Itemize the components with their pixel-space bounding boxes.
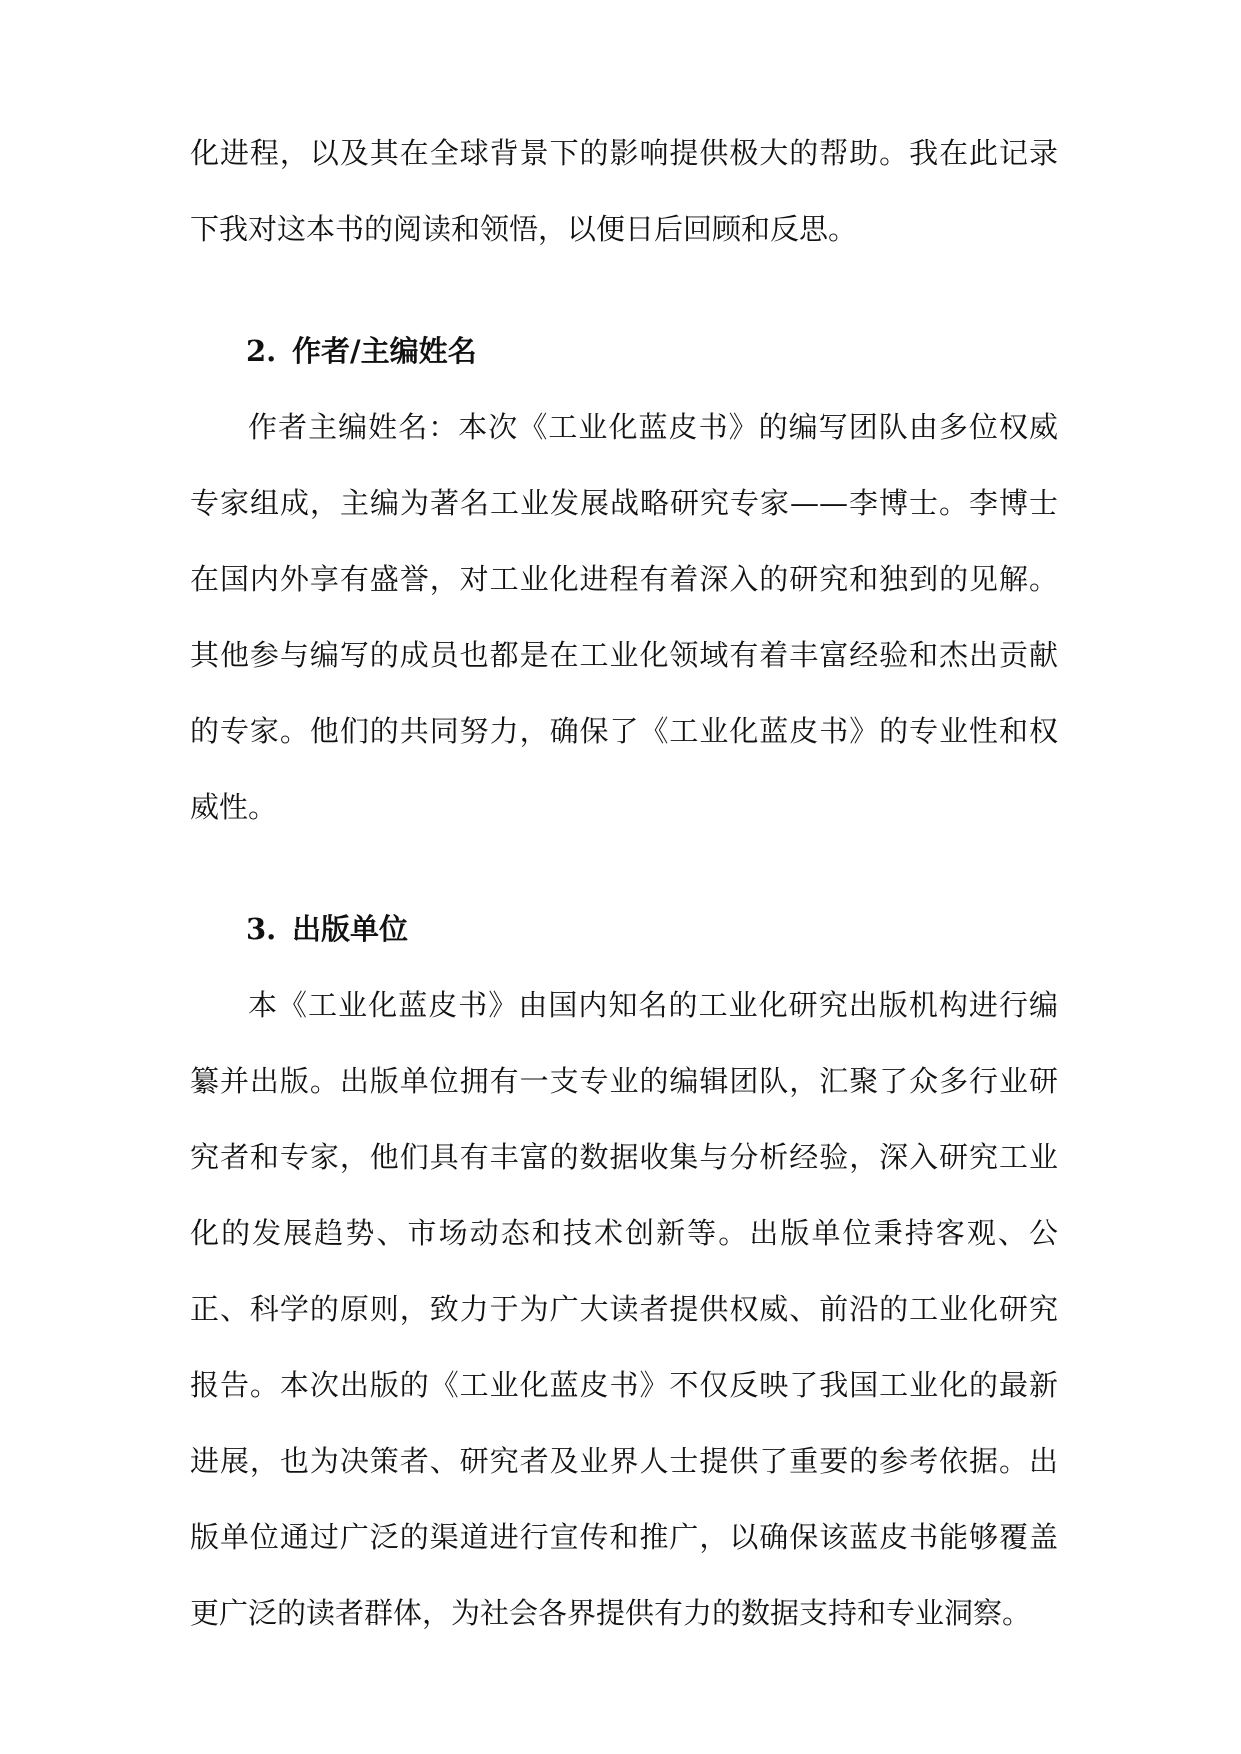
section-2-paragraph: 作者主编姓名：本次《工业化蓝皮书》的编写团队由多位权威专家组成，主编为著名工业发展战略研究专家——李博士。李博士在国内外享有盛誉，对工业化进程有着深入的研究和独到的见解。其他参与编写的成员也都是在工业化领域有着丰富经验和杰出贡献的专家。他们的共同努力，确保了《工业化蓝皮书》的专业性和权威性。 xyxy=(190,410,1058,824)
section-3-number: 3. xyxy=(246,912,277,946)
section-2-title: 作者/主编姓名 xyxy=(292,334,477,368)
section-3-paragraph: 本《工业化蓝皮书》由国内知名的工业化研究出版机构进行编纂并出版。出版单位拥有一支专业的编辑团队，汇聚了众多行业研究者和专家，他们具有丰富的数据收集与分析经验，深入研究工业化的发展趋势、市场动态和技术创新等。出版单位秉持客观、公正、科学的原则，致力于为广大读者提供权威、前沿的工业化研究报告。本次出版的《工业化蓝皮书》不仅反映了我国工业化的最新进展，也为决策者、研究者及业界人士提供了重要的参考依据。出版单位通过广泛的渠道进行宣传和推广，以确保该蓝皮书能够覆盖更广泛的读者群体，为社会各界提供有力的数据支持和专业洞察。 xyxy=(190,988,1058,1630)
section-3-title: 出版单位 xyxy=(292,912,409,946)
section-2-heading xyxy=(190,313,1058,389)
section-2-number: 2. xyxy=(246,334,277,368)
intro-paragraph: 化进程，以及其在全球背景下的影响提供极大的帮助。我在此记录下我对这本书的阅读和领悟，以便日后回顾和反思。 xyxy=(190,136,1058,246)
section-3-heading xyxy=(190,891,1058,967)
section-gap xyxy=(190,845,1058,891)
page-content xyxy=(190,115,1058,1651)
section-gap xyxy=(190,267,1058,313)
